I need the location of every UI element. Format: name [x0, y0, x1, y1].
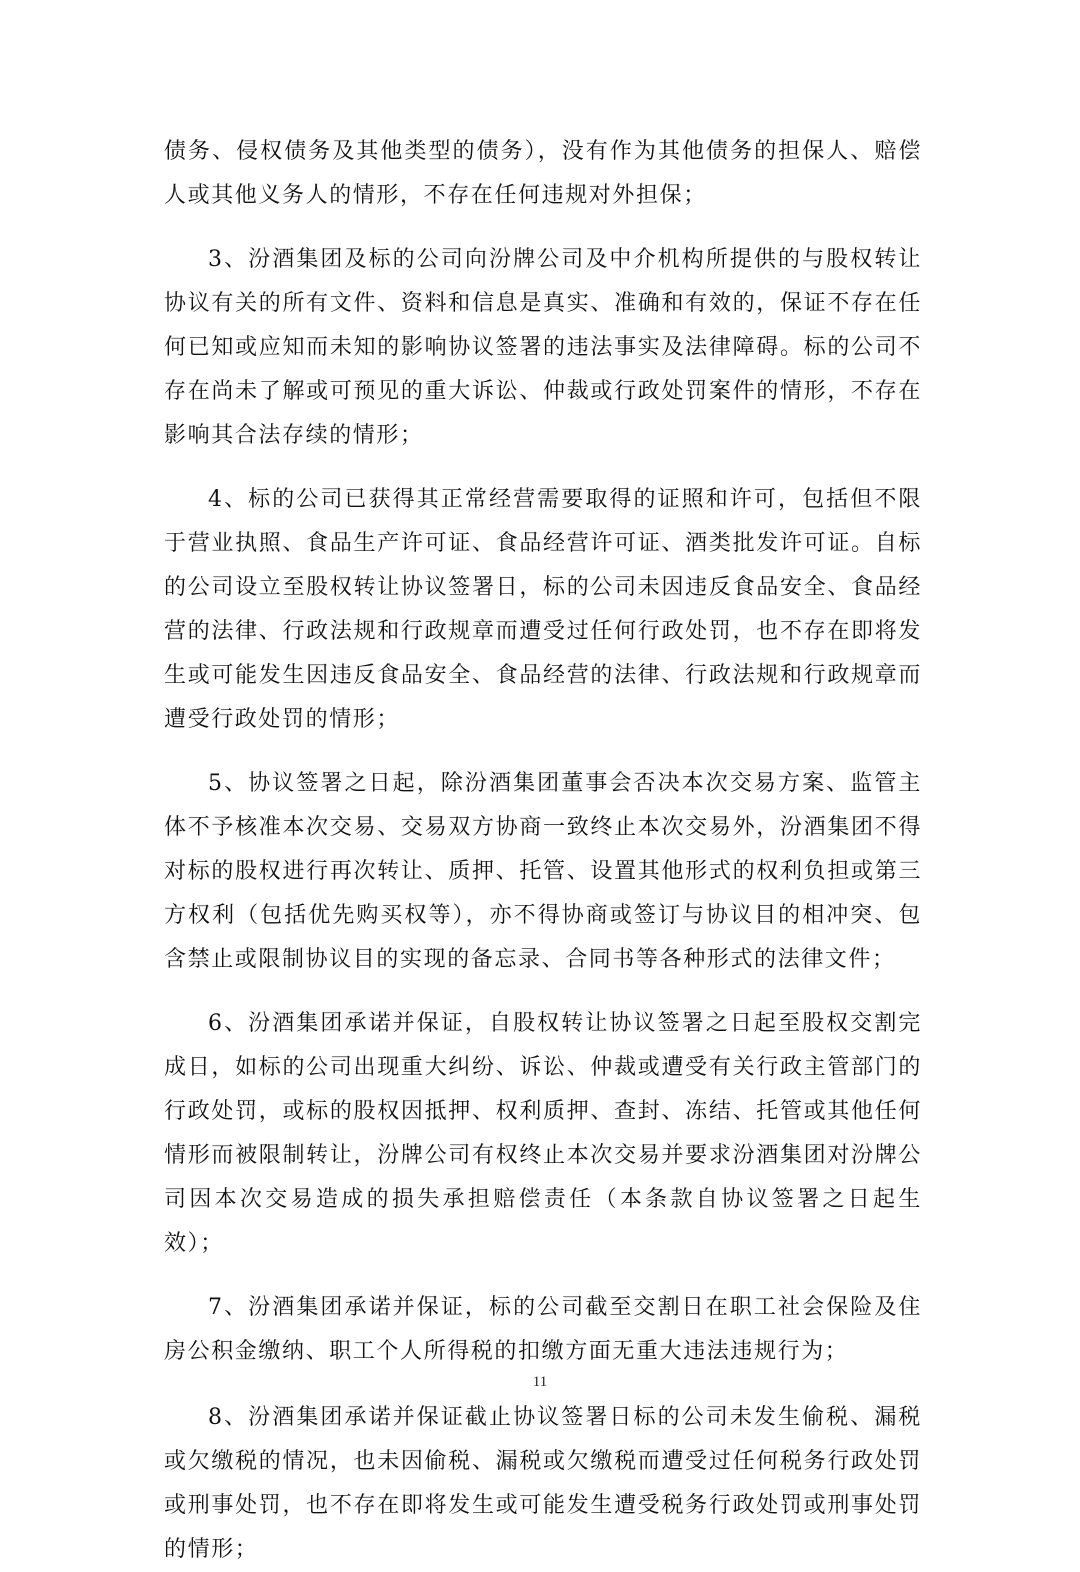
paragraph-clause-6: 6、汾酒集团承诺并保证，自股权转让协议签署之日起至股权交割完成日，如标的公司出现重大纠纷、诉讼、仲裁或遭受有关行政主管部门的行政处罚，或标的股权因抵押、权利质押、查封、冻结、托管或其他任何情形而被限制转让，汾牌公司有权终止本次交易并要求汾酒集团对汾牌公司因本次交易造成的损失承担赔偿责任（本条款自协议签署之日起生效）； [164, 1011, 922, 1256]
paragraph-clause-8: 8、汾酒集团承诺并保证截止协议签署日标的公司未发生偷税、漏税或欠缴税的情况，也未因偷税、漏税或欠缴税而遭受过任何税务行政处罚或刑事处罚，也不存在即将发生或可能发生遭受税务行政处罚或刑事处罚的情形； [164, 1405, 922, 1562]
paragraph-clause-4: 4、标的公司已获得其正常经营需要取得的证照和许可，包括但不限于营业执照、食品生产许可证、食品经营许可证、酒类批发许可证。自标的公司设立至股权转让协议签署日，标的公司未因违反食品安全、食品经营的法律、行政法规和行政规章而遭受过任何行政处罚，也不存在即将发生或可能发生因违反食品安全、食品经营的法律、行政法规和行政规章而遭受行政处罚的情形； [164, 487, 922, 732]
paragraph-clause-7: 7、汾酒集团承诺并保证，标的公司截至交割日在职工社会保险及住房公积金缴纳、职工个人所得税的扣缴方面无重大违法违规行为； [164, 1295, 922, 1364]
paragraph-clause-3: 3、汾酒集团及标的公司向汾牌公司及中介机构所提供的与股权转让协议有关的所有文件、资料和信息是真实、准确和有效的，保证不存在任何已知或应知而未知的影响协议签署的违法事实及法律障碍。标的公司不存在尚未了解或可预见的重大诉讼、仲裁或行政处罚案件的情形，不存在影响其合法存续的情形； [164, 247, 922, 448]
paragraph-continued: 债务、侵权债务及其他类型的债务），没有作为其他债务的担保人、赔偿人或其他义务人的情形，不存在任何违规对外担保； [164, 139, 922, 208]
page-number: 11 [532, 1374, 548, 1390]
paragraph-clause-5: 5、协议签署之日起，除汾酒集团董事会否决本次交易方案、监管主体不予核准本次交易、交易双方协商一致终止本次交易外，汾酒集团不得对标的股权进行再次转让、质押、托管、设置其他形式的权利负担或第三方权利（包括优先购买权等），亦不得协商或签订与协议目的相冲突、包含禁止或限制协议目的实现的备忘录、合同书等各种形式的法律文件； [164, 771, 922, 972]
document-body [164, 130, 922, 1572]
